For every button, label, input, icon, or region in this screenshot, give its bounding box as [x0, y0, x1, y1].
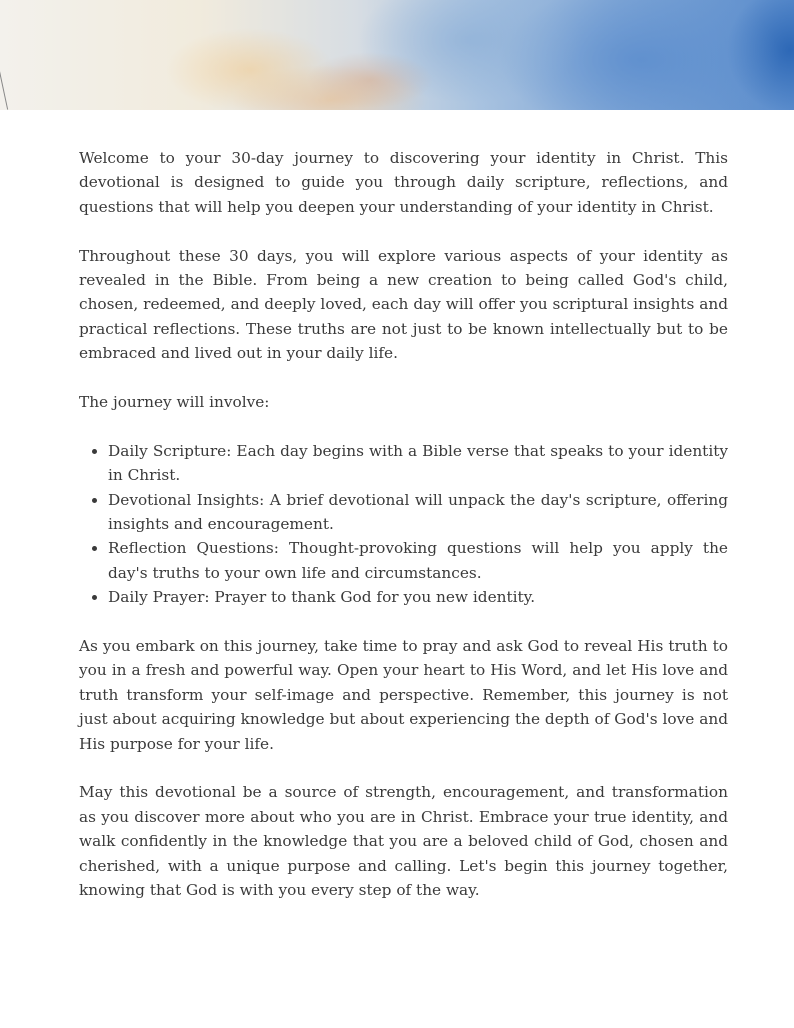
watercolor-header-image [0, 0, 794, 110]
journey-list [79, 439, 728, 610]
list-item: • Daily Scripture: Each day begins with a Bible verse that speaks to your identity in Christ. [108, 439, 728, 488]
list-item: • Reflection Questions: Thought-provoking questions will help you apply the day's truths to your own life and circumstances. [108, 536, 728, 585]
document-body [79, 146, 728, 927]
list-intro: The journey will involve: [79, 393, 270, 412]
intro-paragraph: Welcome to your 30-day journey to discovering your identity in Christ. This devotional is designed to guide you through daily scripture, reflections, and questions that will help you deepen your understanding of your identity in Christ. [79, 149, 728, 216]
list-item: • Devotional Insights: A brief devotional will unpack the day's scripture, offering insights and encouragement. [108, 488, 728, 537]
list-item: • Daily Prayer: Prayer to thank God for you new identity. [108, 585, 728, 609]
brush-stroke [0, 70, 8, 109]
encouragement-paragraph: As you embark on this journey, take time to pray and ask God to reveal His truth to you in a fresh and powerful way. Open your heart to His Word, and let His love and truth transform your self-image and perspective. Remember, this journey is not just about acquiring knowledge but about experiencing the depth of God's love and His purpose for your life. [79, 637, 728, 753]
closing-paragraph: May this devotional be a source of strength, encouragement, and transformation as you discover more about who you are in Christ. Embrace your true identity, and walk confidently in the knowledge that you are a beloved child of God, chosen and cherished, with a unique purpose and calling. Let's begin this journey together, knowing that God is with you every step of the way. [79, 783, 728, 900]
overview-paragraph: Throughout these 30 days, you will explore various aspects of your identity as revealed in the Bible. From being a new creation to being called God's child, chosen, redeemed, and deeply loved, each day will offer you scriptural insights and practical reflections. These truths are not just to be known intellectually but to be embraced and lived out in your daily life. [79, 246, 728, 363]
